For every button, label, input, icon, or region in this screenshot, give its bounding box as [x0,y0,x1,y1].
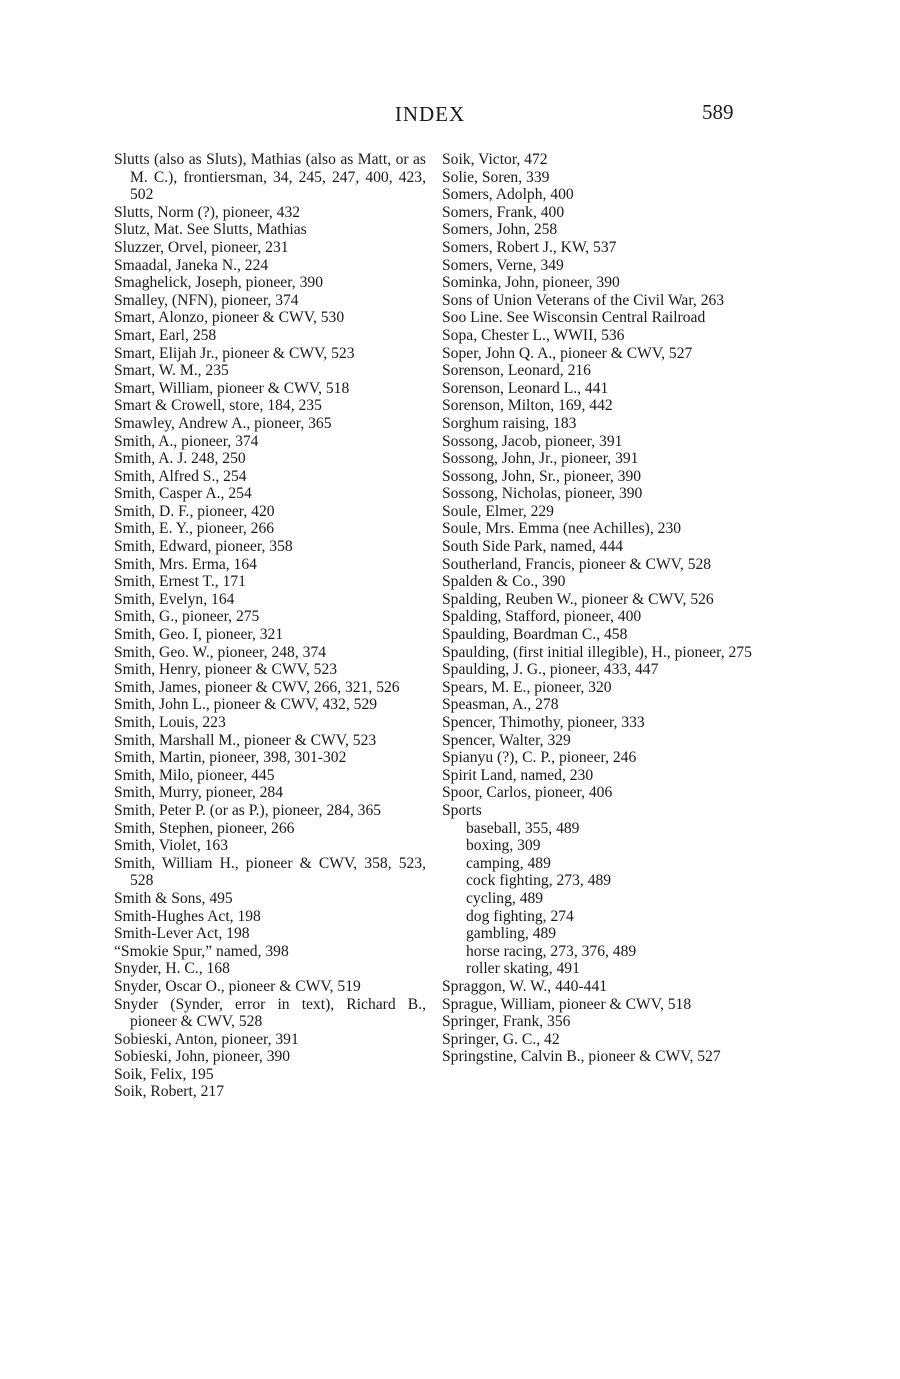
index-column-right [442,151,754,1066]
index-subentry: camping, 489 [466,854,551,872]
index-entry: Soik, Victor, 472 [442,151,548,168]
index-entry: Springstine, Calvin B., pioneer & CWV, 527 [442,1048,721,1066]
index-entry: Smart, Earl, 258 [114,326,217,344]
index-entry: Sossong, John, Jr., pioneer, 391 [442,450,639,468]
page-header [0,100,900,130]
index-entry: Sorenson, Milton, 169, 442 [442,397,613,415]
index-entry: Spears, M. E., pioneer, 320 [442,678,612,696]
index-entry: Smart, William, pioneer & CWV, 518 [114,379,350,397]
index-entry: Smith, Peter P. (or as P.), pioneer, 284, 365 [114,801,382,819]
index-entry: Smith, Geo. W., pioneer, 248, 374 [114,643,327,661]
index-entry: Smith, Milo, pioneer, 445 [114,766,275,784]
index-entry: Spaulding, Boardman C., 458 [442,626,628,644]
index-entry: Spalding, Reuben W., pioneer & CWV, 526 [442,590,714,608]
index-entry: Smaadal, Janeka N., 224 [114,256,269,274]
index-entry: Smalley, (NFN), pioneer, 374 [114,291,299,309]
index-entry: Sominka, John, pioneer, 390 [442,274,620,292]
index-entry: Smith, Murry, pioneer, 284 [114,784,284,802]
index-entry: Smith, Edward, pioneer, 358 [114,538,293,556]
index-subentry: baseball, 355, 489 [466,819,580,837]
index-entry: Sossong, Nicholas, pioneer, 390 [442,485,643,503]
index-entry: Springer, G. C., 42 [442,1030,560,1048]
index-entry: Sorenson, Leonard L., 441 [442,379,609,397]
index-entry: Spaulding, J. G., pioneer, 433, 447 [442,661,659,679]
index-subentry: cycling, 489 [466,889,544,907]
index-entry: Smith, John L., pioneer & CWV, 432, 529 [114,696,378,714]
index-entry: Somers, Adolph, 400 [442,186,574,204]
index-entry: Spalding, Stafford, pioneer, 400 [442,608,642,626]
index-entry: Slutts (also as Sluts), Mathias (also as Matt, or as M. C.), frontiersman, 34, 245, 247, 400, 423, 502 [114,151,426,204]
index-entry: Smith, James, pioneer & CWV, 266, 321, 526 [114,678,400,696]
index-entry: Smith-Hughes Act, 198 [114,907,261,925]
index-subentry: roller skating, 491 [466,960,580,978]
index-entry: Sobieski, Anton, pioneer, 391 [114,1030,299,1048]
index-entry: Springer, Frank, 356 [442,1013,571,1031]
index-entry: Smart, Alonzo, pioneer & CWV, 530 [114,309,345,327]
index-entry: Snyder, Oscar O., pioneer & CWV, 519 [114,977,361,995]
index-entry: “Smokie Spur,” named, 398 [114,942,289,960]
index-entry: Somers, Frank, 400 [442,203,565,221]
index-entry: Sossong, Jacob, pioneer, 391 [442,432,623,450]
index-entry: Sossong, John, Sr., pioneer, 390 [442,467,642,485]
index-subentry: gambling, 489 [466,925,557,943]
index-entry: Spirit Land, named, 230 [442,766,594,784]
index-subentry: cock fighting, 273, 489 [466,872,612,890]
index-entry: Sons of Union Veterans of the Civil War, 263 [442,291,725,309]
index-entry: Smith, Geo. I, pioneer, 321 [114,626,284,644]
index-entry: Sprague, William, pioneer & CWV, 518 [442,995,692,1013]
index-entry: Spaulding, (first initial illegible), H., pioneer, 275 [442,643,752,661]
index-entry: Soule, Mrs. Emma (nee Achilles), 230 [442,520,682,538]
index-entry: Sobieski, John, pioneer, 390 [114,1048,291,1066]
index-entry: Soik, Felix, 195 [114,1065,214,1083]
index-entry: Soo Line. See Wisconsin Central Railroad [442,309,706,327]
index-entry: Sopa, Chester L., WWII, 536 [442,326,625,344]
index-entry: Snyder (Synder, error in text), Richard B., pioneer & CWV, 528 [114,995,426,1031]
index-entry: Sorenson, Leonard, 216 [442,362,591,380]
index-entry: Somers, Verne, 349 [442,256,564,274]
index-entry: Smith, Stephen, pioneer, 266 [114,819,295,837]
index-entry: Smith, Marshall M., pioneer & CWV, 523 [114,731,377,749]
index-entry: South Side Park, named, 444 [442,538,624,556]
index-entry: Slutz, Mat. See Slutts, Mathias [114,221,307,239]
index-entry: Somers, Robert J., KW, 537 [442,238,617,256]
index-entry: Smith, Ernest T., 171 [114,573,246,591]
index-entry: Smith, E. Y., pioneer, 266 [114,520,275,538]
index-entry: Slutts, Norm (?), pioneer, 432 [114,203,301,221]
index-entry: Smith & Sons, 495 [114,889,233,907]
index-entry: Smith, Alfred S., 254 [114,467,247,485]
index-entry: Smith, Violet, 163 [114,837,229,855]
index-column-left [114,151,426,1101]
index-entry: Snyder, H. C., 168 [114,960,230,978]
index-entry: Sluzzer, Orvel, pioneer, 231 [114,238,289,256]
index-entry: Smart & Crowell, store, 184, 235 [114,397,322,415]
index-entry: Southerland, Francis, pioneer & CWV, 528 [442,555,712,573]
index-entry: Smart, W. M., 235 [114,362,229,380]
index-entry: Somers, John, 258 [442,221,558,239]
index-entry: Spoor, Carlos, pioneer, 406 [442,784,613,802]
page-number: 589 [702,100,734,124]
index-entry: Spianyu (?), C. P., pioneer, 246 [442,749,637,767]
index-entry: Smith, A. J. 248, 250 [114,450,246,468]
index-entry: Smith-Lever Act, 198 [114,925,250,943]
index-entry: Smith, William H., pioneer & CWV, 358, 523, 528 [114,854,426,890]
index-entry: Smith, A., pioneer, 374 [114,432,259,450]
index-entry: Speasman, A., 278 [442,696,559,714]
index-entry: Smaghelick, Joseph, pioneer, 390 [114,274,323,292]
index-entry: Sports [442,801,482,819]
index-entry: Spraggon, W. W., 440-441 [442,977,608,995]
index-entry: Soule, Elmer, 229 [442,502,554,520]
index-subentry: dog fighting, 274 [466,907,574,925]
index-entry: Smith, Casper A., 254 [114,485,252,503]
index-entry: Smith, Martin, pioneer, 398, 301-302 [114,749,347,767]
index-entry: Solie, Soren, 339 [442,168,550,186]
index-entry: Soper, John Q. A., pioneer & CWV, 527 [442,344,693,362]
index-entry: Soik, Robert, 217 [114,1083,225,1101]
index-entry: Smith, Mrs. Erma, 164 [114,555,257,573]
index-entry: Smith, Evelyn, 164 [114,590,235,608]
index-entry: Smith, Henry, pioneer & CWV, 523 [114,661,338,679]
index-subentry: boxing, 309 [466,837,541,855]
index-entry: Smart, Elijah Jr., pioneer & CWV, 523 [114,344,355,362]
index-entry: Spalden & Co., 390 [442,573,566,591]
index-entry: Spencer, Thimothy, pioneer, 333 [442,714,645,731]
index-entry: Sorghum raising, 183 [442,414,577,432]
index-subentry: horse racing, 273, 376, 489 [466,942,637,960]
index-entry: Smith, D. F., pioneer, 420 [114,502,275,520]
index-entry: Smith, Louis, 223 [114,714,226,731]
index-entry: Smith, G., pioneer, 275 [114,608,260,626]
page-title: INDEX [394,102,466,126]
index-entry: Smawley, Andrew A., pioneer, 365 [114,414,332,432]
index-entry: Spencer, Walter, 329 [442,731,571,749]
